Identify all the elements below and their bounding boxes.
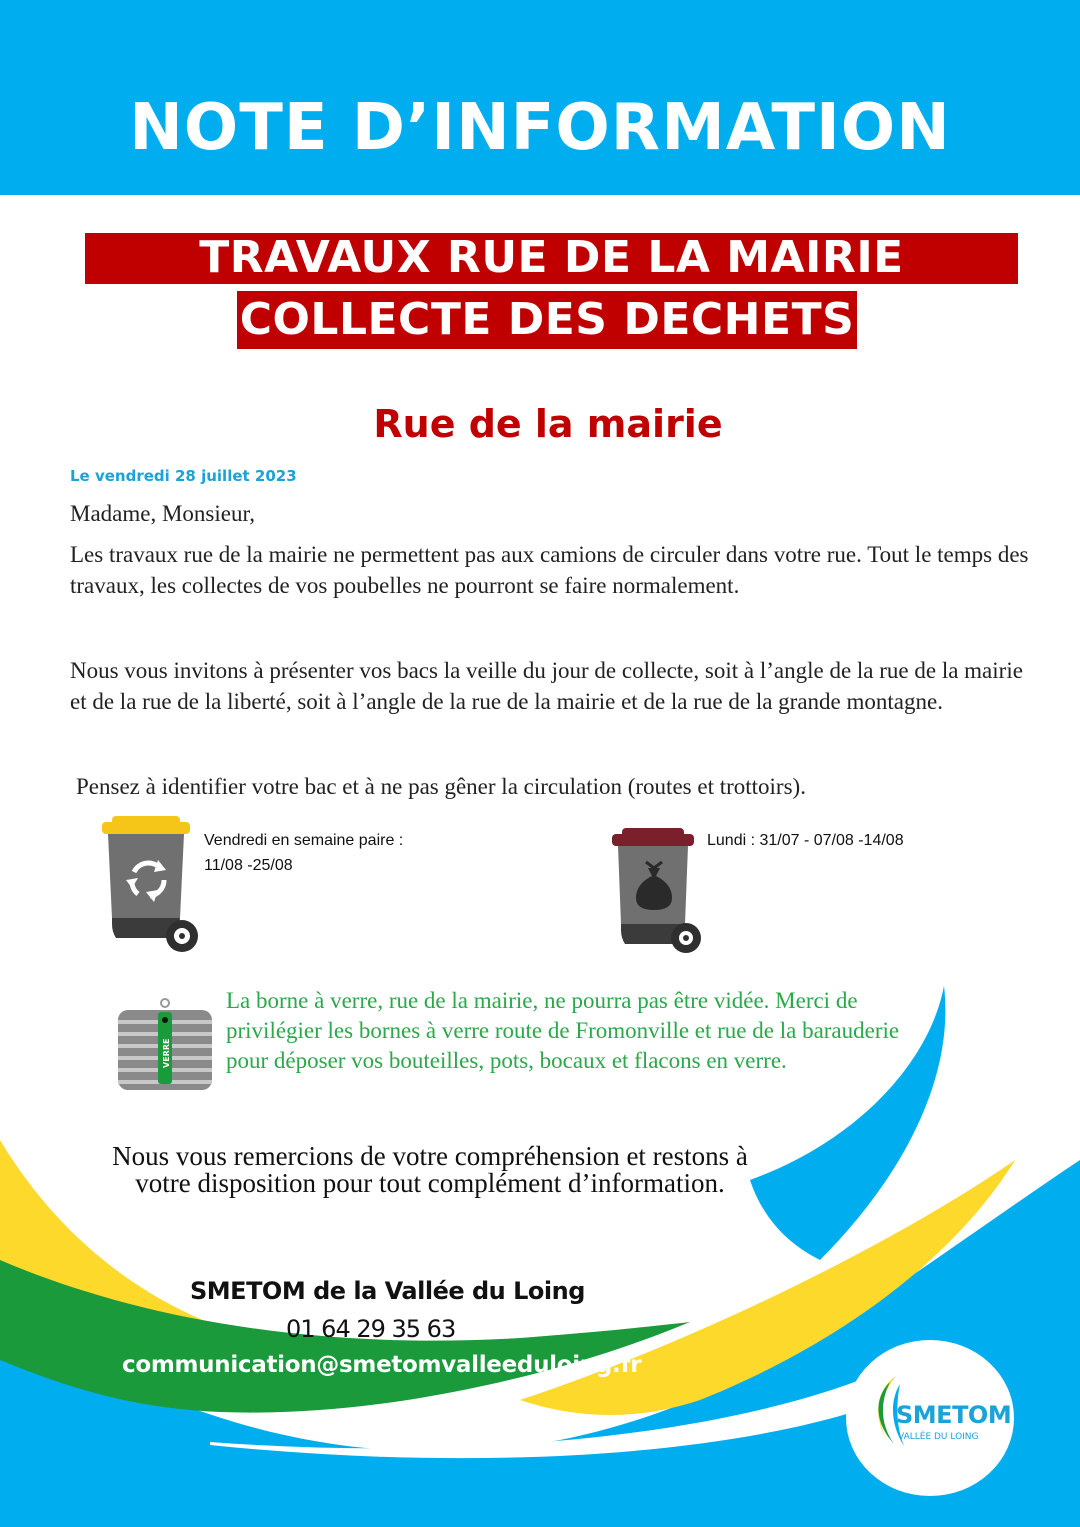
phone-number[interactable]: 01 64 29 35 63 [286, 1315, 456, 1343]
closing-text: Nous vous remercions de votre compréhension et restons à votre disposition pour tout complément d’information. [112, 1141, 748, 1198]
title-banner-works: TRAVAUX RUE DE LA MAIRIE [85, 233, 1018, 284]
recycling-schedule-dates: 11/08 -25/08 [204, 857, 293, 874]
paragraph-reminder: Pensez à identifier votre bac et à ne pas gêner la circulation (routes et trottoirs). [76, 774, 806, 799]
recycling-schedule-day: Vendredi en semaine paire : [204, 832, 404, 849]
email-link[interactable]: communication@smetomvalleeduloing.fr [122, 1352, 642, 1378]
household-schedule-dates: Lundi : 31/07 - 07/08 -14/08 [707, 832, 904, 849]
glass-container-label: VERRE [162, 1038, 171, 1068]
logo-subtext: VALLÉE DU LOING [898, 1432, 979, 1442]
household-bin-icon [608, 828, 708, 956]
household-schedule [707, 828, 967, 853]
organization-name: SMETOM de la Vallée du Loing [190, 1277, 585, 1305]
salutation: Madame, Monsieur, [70, 501, 255, 526]
paragraph-works: Les travaux rue de la mairie ne permettent pas aux camions de circuler dans votre rue. Tout le temps des travaux, les collectes de vos poubelles ne pourront se faire normalement. [70, 542, 1029, 598]
glass-notice: La borne à verre, rue de la mairie, ne pourra pas être vidée. Merci de privilégier les bornes à verre route de Fromonville et rue de la barauderie pour déposer vos bouteilles, pots, bocaux et flacons en verre. [226, 988, 900, 1073]
title-banner-waste: COLLECTE DES DECHETS [237, 291, 857, 349]
paragraph-instructions: Nous vous invitons à présenter vos bacs la veille du jour de collecte, soit à l’angle de la rue de la mairie et de la rue de la liberté, soit à l’angle de la rue de la mairie et de la rue de la grande montagne. [70, 658, 1023, 714]
logo-text: SMETOM [896, 1401, 1012, 1429]
subtitle: Rue de la mairie [373, 402, 723, 446]
letter-date: Le vendredi 28 juillet 2023 [70, 467, 297, 485]
page-title: NOTE D’INFORMATION [129, 91, 951, 165]
recycling-schedule [204, 828, 464, 878]
recycling-bin-icon [98, 816, 204, 956]
